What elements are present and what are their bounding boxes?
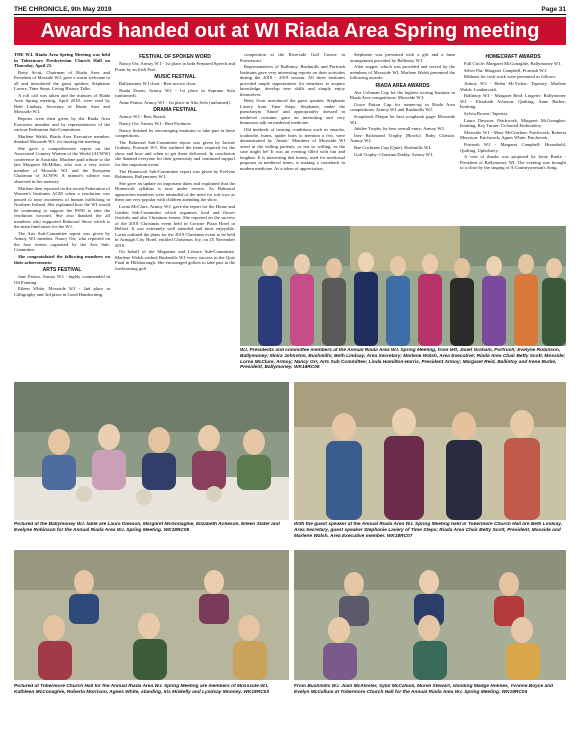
award-item: Rae Cochrane Cup (Quiz): Bushmills W.I. bbox=[354, 145, 432, 151]
paragraph: Betty Scott, Chairman of Riada Area and President of Mosside W.I. gave a warm welcome to all and introduced the guest speaker, Stephanie Lavery, Time Steps, Living History Talks. bbox=[14, 69, 110, 92]
award-item: Silver Pin: Margaret Campbell, Portrush W.I. bbox=[464, 67, 548, 73]
article-column-2 bbox=[115, 52, 235, 352]
members-photo-mossside bbox=[14, 550, 289, 680]
award-item: Nuala Doran, Armoy W.I - 1st place in Soprano Solo (unframed). bbox=[115, 87, 235, 99]
award-item: Armoy W.I - Helen McVicker: Tapestry, Marlene Walsh: Leathercraft. bbox=[460, 81, 566, 92]
award-item: Jane Patton, Armoy W.I - highly commended in Oil Painting. bbox=[14, 274, 110, 285]
award-item: Ballintoy W.I - Margaret Reid: Lingerie. Ballymoney W.I - Elizabeth Acheson: Quilting, Anne Barber: Knitting. bbox=[460, 93, 566, 110]
award-item: Nancy Orr, Armoy W.I - Best Producer. bbox=[119, 121, 192, 127]
paragraph: After supper, which was provided and served by the members of Mossside WI, Marlene Walsh presented the following awards: bbox=[350, 64, 455, 81]
paragraph: Marlene Walsh, Riada Area Executive member, thanked Mossside W.I. for hosting the meeting. bbox=[14, 133, 110, 145]
award-item: Laura Dawson: Patchwork, Margaret McGonaghie: Knitting, Roy Turner: Coloured Embroidery. bbox=[460, 117, 566, 129]
paragraph: Reports were then given by the Riada Area Executive member and by representatives of the various Federation Sub-Committees. bbox=[14, 116, 110, 133]
award-item: Scrapbook Plaque for best scrapbook page: Mossside W.I. bbox=[350, 114, 455, 125]
paragraph: A vote of thanks was proposed by Irene Burke - President of Ballymoney WI. The evening was brought to a close by the singing of A Countrywoman's Song. bbox=[460, 154, 566, 171]
paragraph: The Balmoral Sub-Committee report was given by Jacinte Graham, Portrush W.I. She outlined the items required for the show and how and when to get these delivered. In conclusion she thanked everyone for their generosity and continued support for this important event. bbox=[115, 139, 235, 167]
award-item: Full Circle: Margaret McGonaghie, Ballymoney W.I. bbox=[464, 61, 562, 66]
paragraph: Marlene then reported on the recent Federation of Women's Institutes AGM when a resolution was passed to raise awareness of human trafficking in Northern Ireland. She explained how the WI would be continuing to support the PSNI to take the resolution forward. She also thanked the all members who supported Balmoral Show which is the main fund raiser for the W.I. bbox=[14, 185, 110, 230]
award-item: Mossside W.I - Mary McCracken: Patchwork, Roberta Morrison: Patchwork, Agnes White: Patchwork. bbox=[460, 129, 566, 141]
award-item: Ballymoney W.I choir - Best novice choir. bbox=[119, 81, 197, 86]
award-item: Portrush W.I - Margaret Campbell: Household, Quilting, Upholstery. bbox=[460, 142, 566, 153]
award-item: Armoy W.I - Best Sketch. bbox=[119, 114, 167, 120]
award-item: Ava Coleman Cup for the highest scoring Institute in Riada Area competitions: Mossside W.I. bbox=[350, 89, 455, 101]
award-item: Eileen White, Mossside W.I - 2nd place in Calligraphy and 3rd place in Good Handwriting. bbox=[14, 286, 110, 297]
award-item: Jubilee Trophy for best overall entry: Armoy W.I. bbox=[354, 126, 445, 132]
award-item: Sylvia Brown: Tapestry. bbox=[464, 110, 509, 116]
photo-caption: W.I. Presidents and committee members at the Annual Riada Area W.I. Spring Meeting, from left, Janet Graham, Portrush; Evelyne Robinson, Ballymoney; Moira Johnston, Bushmills; Beth Lindsay, Area Secretary; Marlene Walsh, Area Executive; Riada Area Chair Betty Scott, Mosside; Lorna McClure, Armoy; Nancy Orr, Arts Sub Committee; Linda Hamilton-Harris, President Armoy; Margaret Reid, Ballintoy and Irene Burke, President, Ballymoney. WK18RC06 bbox=[240, 348, 566, 371]
paragraph: A roll call was taken and the minutes of Riada Area Spring meeting, April 2018, were read by Beth Lindsay, Secretary of Riada Area and Mossside W.I. bbox=[14, 92, 110, 115]
section-heading: RIADA AREA AWARDS bbox=[375, 82, 430, 89]
article-column-3 bbox=[240, 52, 345, 224]
page-number: Page 31 bbox=[541, 5, 566, 13]
paragraph: Nancy finished by encouraging institutes to take part in these competitions. bbox=[115, 127, 235, 139]
photo-caption: With the guest speaker at the Annual Riada Area W.I. Spring Meeting held in Tobermore Church Hall are Beth Lindsay, Area Secretary, guest speaker Stephanie Lavery of Time Steps; Riada Area Chair Betty Scott, President, Mosside and Marlene Walsh, Area Executive member. WK18RC07 bbox=[294, 522, 563, 539]
lead-paragraph: THE W.I. Riada Area Spring Meeting was held in Tobermore Presbyterian Church Hall on Thursday, April 25. bbox=[14, 52, 110, 68]
paragraph: The Homecraft Sub-Committee report was given by Evelyne Robinson, Ballymoney W.I. bbox=[115, 168, 235, 180]
paragraph: She congratulated the following members on their achievements: bbox=[14, 254, 110, 265]
article-column-4 bbox=[350, 52, 455, 224]
section-heading: FESTIVAL OF SPOKEN WORD bbox=[139, 54, 211, 60]
table-photo-ballymoney bbox=[14, 382, 289, 520]
header-rule bbox=[14, 14, 566, 15]
publication-date: THE CHRONICLE, 9th May 2019 bbox=[14, 5, 112, 13]
award-item: Inez Richmond Trophy (Bowls): Ruby Christie, Armoy W.I. bbox=[350, 132, 455, 144]
section-heading: MUSIC FESTIVAL bbox=[154, 74, 196, 80]
paragraph: She gave a comprehensive report on the Associated Country Women of the World (ACWW) conference in Australia. Marlene paid tribute to the late Margaret McMillan, who was a very active member of Mosside W.I and the European Chairman of ACWW. A minute's silence was observed in her memory. bbox=[14, 145, 110, 184]
award-item: Nancy Orr, Armoy W.I - 1st place in both Prepared Speech and Poem by an Irish Poet. bbox=[115, 61, 235, 72]
paragraph: The Arts Sub-Committee report was given by Armoy W.I member, Nancy Orr, who reported on the four events organised by the Arts Sub-Committee. bbox=[14, 230, 110, 253]
paragraph: Betty Scott introduced the guest speaker, Stephanie Lavery from Time Steps. Stephanie, under the pseudonym 'Annie' and appropriately dressed in medieval costume, gave an interesting and very humorous talk on medieval medicine. bbox=[240, 98, 345, 126]
paragraph: Representatives of Ballintoy, Bushmills and Portrush Institutes gave very interesting reports on their activities during the 2018 - 2019 session. All three institutes provided ample opportunities for members to acquire knowledge, develop new skills and simply enjoy themselves. bbox=[240, 64, 345, 97]
paragraph: Ribbons for craft work were presented as follows: bbox=[464, 74, 556, 80]
paragraph: She gave an update on important dates and explained that the Homecraft syllabus is now under review. As Balmoral approaches members were reminded of the need for soft toys as these are very popular with children attending the show. bbox=[115, 180, 235, 203]
guest-speaker-photo bbox=[294, 382, 566, 520]
group-photo-presidents bbox=[240, 226, 566, 346]
paragraph: Old methods of treating conditions such as earache, toothache, burns, spider bites to mention a few, were demonstrated by 'Annie.' Members of Mossside WI acted in the willing patients, or not so willing, as the case might be! It was an evening filled with fun and laughter. It is interesting that honey, used for medicinal purposes in medieval times, is making a comeback in modern medicine. As a token of appreciation, bbox=[240, 127, 345, 171]
photo-caption: Pictured at Tobermore Church Hall for the Annual Riada Area W.I. Spring Meeting are members of Mossside W.I. Kathleen McConaghie, Roberta Morrison, Agnes White, standing, Iris Miskelly and Lyndsay Mooney. WK18RC03 bbox=[14, 684, 269, 695]
paragraph: Lorna McClure, Armoy W.I. gave the report for the Home and Garden Sub-Committee which organises food and flower festivals and also Christmas events. She reported on the success of the 2018 Christmas event held in Crowne Plaza Hotel in Belfast. It was extremely well attended and most enjoyable. Lorna outlined the plans for the 2019 Christmas event to be held in Armagh City Hotel, entitled Christmas Joy, on 25 November 2019. bbox=[115, 204, 235, 248]
members-photo-bushmills bbox=[294, 550, 566, 680]
paragraph: Stephanie was presented with a gift and a farm arrangement provided by Ballintoy W.I. bbox=[350, 52, 455, 63]
article-column-5 bbox=[460, 52, 566, 224]
paragraph: On behalf of the Magazine and Leisure Sub-Committee, Marlene Walsh wished Bushmills W.I every success in the Quiz Final in Hillsborough. She encouraged golfers to take part in the forthcoming golf bbox=[115, 249, 235, 271]
page-header bbox=[14, 4, 566, 14]
article-column-1 bbox=[14, 52, 110, 352]
award-item: Anne Patton, Armoy W.I - 1st place in Alto Solo (unframed). bbox=[119, 99, 231, 105]
section-heading: HOMECRAFT AWARDS bbox=[485, 54, 541, 60]
headline-banner bbox=[14, 17, 566, 45]
section-heading: DRAMA FESTIVAL bbox=[153, 107, 197, 114]
section-heading: ARTS FESTIVAL bbox=[42, 267, 82, 273]
award-item: Grace Patton Cup for runner-up in Riada Area competitions: Armoy W.I and Bushmills W.I. bbox=[350, 101, 455, 113]
headline: Awards handed out at WI Riada Area Spring meeting bbox=[40, 19, 540, 42]
award-item: Golf Trophy: Christine Duddy, Armoy W.I. bbox=[354, 151, 434, 157]
photo-caption: Pictured at the Ballymoney W.I. table are Laura Dawson, Margaret McGonaghie, Elizabeth Acheson, Eileen Slater and Evelyne Robinson for the Annual Riada Area W.I. Spring Meeting. WK18RC05 bbox=[14, 522, 280, 533]
paragraph: competition at the Riverside Golf Course in Portstewart. bbox=[240, 52, 345, 63]
photo-caption: From Bushmills W.I. Joan McAllister, Sybil McCallum, Muriel Stewart, standing Madge Holmes, Yvonne Boyce and Evelyn McCallum at Tobermore Church Hall for the Annual Riada Area W.I. Spring Meeting. WK18RC04 bbox=[294, 684, 553, 695]
